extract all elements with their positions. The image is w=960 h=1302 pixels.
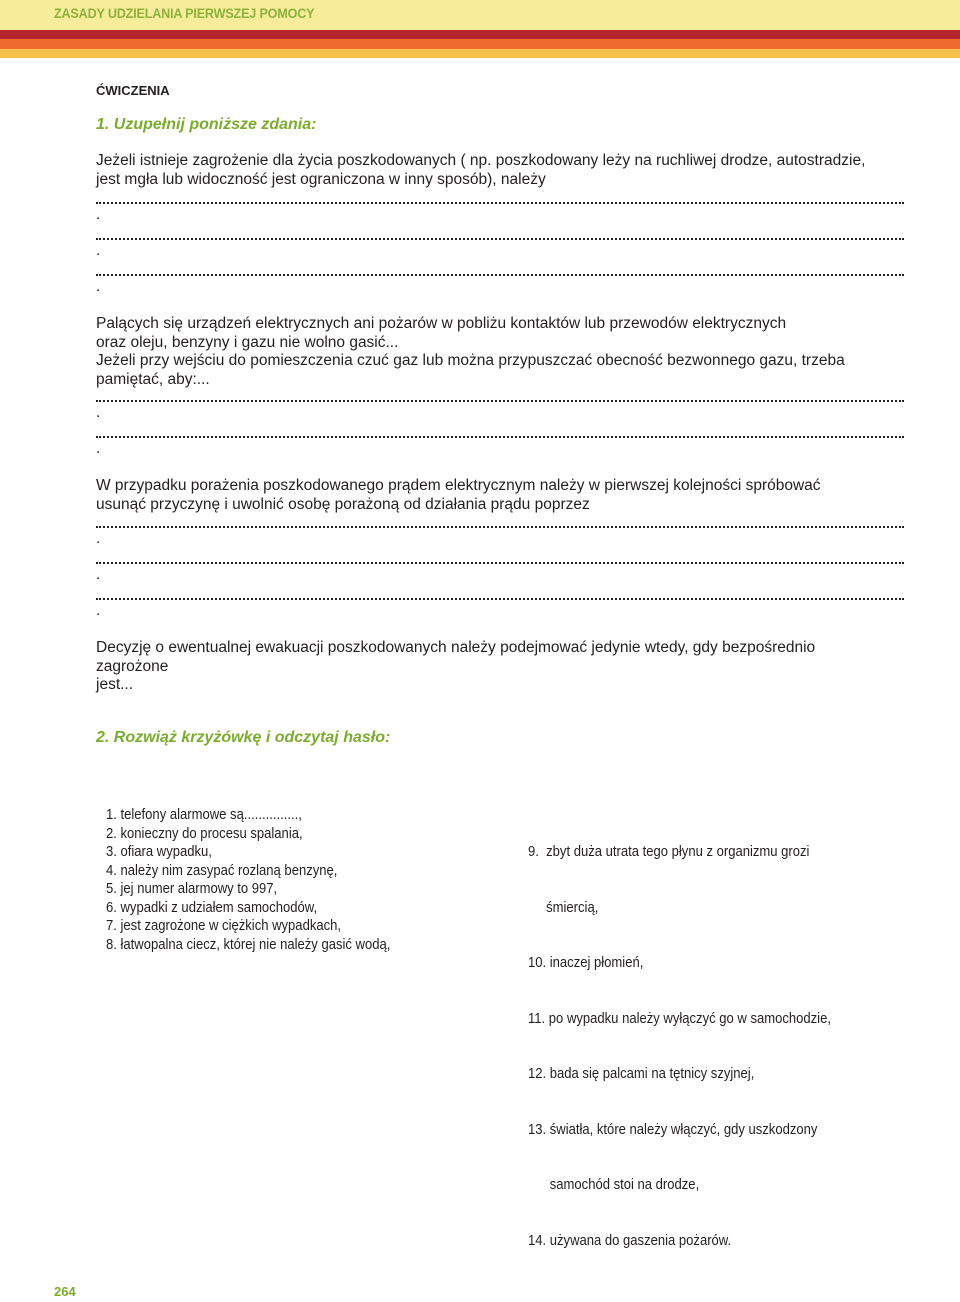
answer-line-dot: .	[96, 602, 101, 619]
section-label: ĆWICZENIA	[96, 83, 170, 98]
answer-line	[96, 516, 904, 528]
header-stripe-red	[0, 30, 960, 39]
task1-heading: 1. Uzupełnij poniższe zdania:	[96, 116, 317, 133]
answer-line	[96, 390, 904, 402]
answer-line-dot: .	[96, 530, 101, 547]
answer-line	[96, 552, 904, 564]
answer-line-dot: .	[96, 278, 101, 295]
clue-item: 9. zbyt duża utrata tego płynu z organizmu grozi	[528, 844, 810, 860]
header-stripe-orange	[0, 39, 960, 49]
answer-line-dot: .	[96, 404, 101, 421]
running-header-title: ZASADY UDZIELANIA PIERWSZEJ POMOCY	[54, 5, 315, 21]
answer-line	[96, 228, 904, 240]
answer-line-dot: .	[96, 206, 101, 223]
header-stripe-yellow	[0, 49, 960, 58]
clue-item: 5. jej numer alarmowy to 997,	[106, 881, 278, 897]
clue-item: 10. inaczej płomień,	[528, 955, 644, 971]
clue-item: 1. telefony alarmowe są...............,	[106, 807, 302, 823]
clue-item: śmiercią,	[528, 899, 599, 916]
clue-item: 8. łatwopalna ciecz, której nie należy gasić wodą,	[106, 936, 391, 953]
task1-paragraph-1: Jeżeli istnieje zagrożenie dla życia poszkodowanych ( np. poszkodowany leży na ruchliwej drodze, autostradzie, jest mgła lub widoczność jest ograniczona w inny sposób), należy	[96, 152, 866, 188]
answer-line-dot: .	[96, 440, 101, 457]
clue-item: 13. światła, które należy włączyć, gdy uszkodzony	[528, 1121, 818, 1138]
crossword-clues-right	[528, 806, 831, 1269]
task1-paragraph-2: Palących się urządzeń elektrycznych ani pożarów w pobliżu kontaktów lub przewodów elektrycznych oraz oleju, benzyny i gazu nie wolno gasić... Jeżeli przy wejściu do pomieszczenia czuć gaz lub można przypuszczać obecność bezwonnego gazu, trzeba pamiętać, aby:...	[96, 315, 845, 388]
clue-item: 14. używana do gaszenia pożarów.	[528, 1232, 732, 1249]
clue-item: 6. wypadki z udziałem samochodów,	[106, 899, 318, 916]
answer-line	[96, 264, 904, 276]
crossword-clues-left	[106, 806, 390, 954]
page-number: 264	[54, 1284, 76, 1299]
clue-item: 11. po wypadku należy wyłączyć go w samochodzie,	[528, 1010, 831, 1027]
task2-heading: 2. Rozwiąż krzyżówkę i odczytaj hasło:	[96, 729, 391, 746]
task1-paragraph-3: W przypadku porażenia poszkodowanego prądem elektrycznym należy w pierwszej kolejności spróbować usunąć przyczynę i uwolnić osobę porażoną od działania prądu poprzez	[96, 477, 821, 513]
clue-item: samochód stoi na drodze,	[528, 1177, 700, 1193]
clue-item: 2. konieczny do procesu spalania,	[106, 825, 303, 842]
task1-paragraph-4: Decyzję o ewentualnej ewakuacji poszkodowanych należy podejmować jedynie wtedy, gdy bezpośrednio zagrożone jest...	[96, 639, 816, 693]
answer-line-dot: .	[96, 242, 101, 259]
clue-item: 12. bada się palcami na tętnicy szyjnej,	[528, 1066, 755, 1082]
answer-line-dot: .	[96, 566, 101, 583]
answer-line	[96, 192, 904, 204]
answer-line	[96, 588, 904, 600]
clue-item: 7. jest zagrożone w ciężkich wypadkach,	[106, 918, 342, 934]
clue-item: 4. należy nim zasypać rozlaną benzynę,	[106, 862, 338, 879]
answer-line	[96, 426, 904, 438]
clue-item: 3. ofiara wypadku,	[106, 844, 212, 860]
